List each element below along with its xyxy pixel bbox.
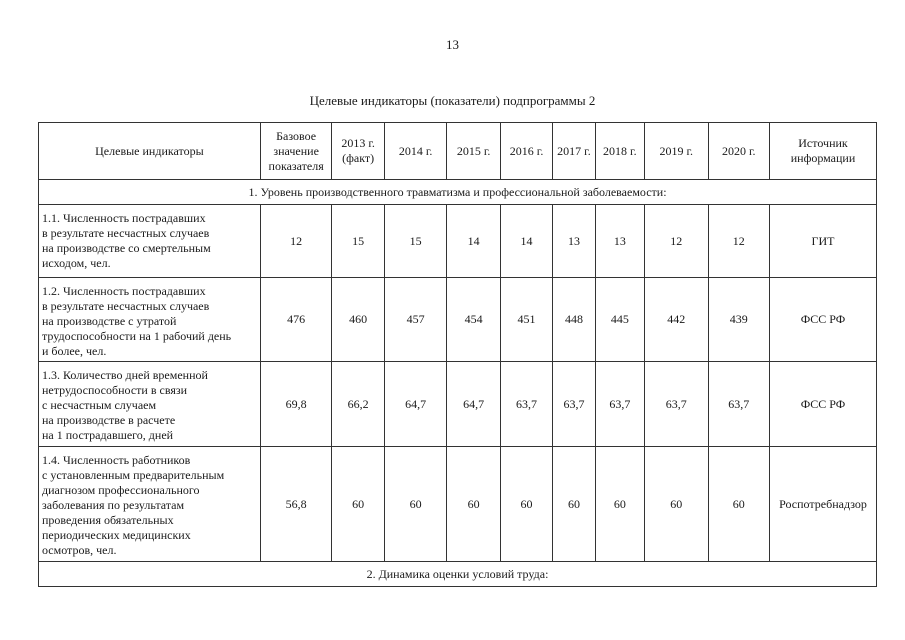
value-cell: 454 [447,278,500,362]
value-cell: 60 [500,447,552,562]
text-line: информации [790,151,856,165]
value-cell: 448 [553,278,595,362]
header-source [770,123,877,180]
value-cell: 442 [645,278,709,362]
value-cell: 445 [595,278,644,362]
value-cell: 12 [645,205,709,278]
value-cell: 56,8 [260,447,332,562]
header-2020: 2020 г. [708,123,770,180]
header-2015: 2015 г. [447,123,500,180]
text-line: проведения обязательных [42,513,174,527]
table-row [39,362,877,447]
text-line: показателя [268,158,324,173]
text-line: 1.2. Численность пострадавших [42,284,206,298]
text-line: на производстве в расчете [42,413,176,427]
text-line: с несчастным случаем [42,398,157,412]
text-line: осмотров, чел. [42,543,117,557]
value-cell: 13 [553,205,595,278]
value-cell: 60 [595,447,644,562]
text-line: в результате несчастных случаев [42,226,210,240]
text-line: заболевания по результатам [42,498,185,512]
text-line: (факт) [342,151,375,165]
value-cell: 69,8 [260,362,332,447]
table-row [39,278,877,362]
header-2014: 2014 г. [384,123,447,180]
text-line: и более, чел. [42,344,107,358]
header-2016: 2016 г. [500,123,552,180]
source-cell: ГИТ [770,205,877,278]
value-cell: 64,7 [384,362,447,447]
value-cell: 60 [384,447,447,562]
text-line: трудоспособности на 1 рабочий день [42,329,232,343]
value-cell: 60 [708,447,770,562]
text-line: на производстве со смертельным [42,241,211,255]
text-line: 1.3. Количество дней временной [42,368,208,382]
header-2013 [332,123,384,180]
text-line: 1.4. Численность работников [42,453,191,467]
text-line: диагнозом профессионального [42,483,200,497]
indicator-name [39,205,261,278]
table-body [39,180,877,587]
value-cell: 60 [553,447,595,562]
value-cell: 12 [260,205,332,278]
header-2018: 2018 г. [595,123,644,180]
text-line: нетрудоспособности в связи [42,383,188,397]
indicator-name [39,362,261,447]
text-line: на производстве с утратой [42,314,177,328]
value-cell: 15 [384,205,447,278]
page-number: 13 [446,37,459,52]
value-cell: 63,7 [595,362,644,447]
value-cell: 64,7 [447,362,500,447]
text-line: Источник [798,136,848,150]
value-cell: 63,7 [708,362,770,447]
value-cell: 451 [500,278,552,362]
value-cell: 60 [447,447,500,562]
text-line: 2013 г. [341,136,375,150]
text-line: периодических медицинских [42,528,191,542]
indicator-name [39,447,261,562]
value-cell: 60 [645,447,709,562]
header-2017: 2017 г. [553,123,595,180]
header-indicator: Целевые индикаторы [39,123,261,180]
source-cell: ФСС РФ [770,362,877,447]
table-caption: Целевые индикаторы (показатели) подпрограммы 2 [309,93,596,108]
indicator-name [39,278,261,362]
text-line: в результате несчастных случаев [42,299,210,313]
value-cell: 13 [595,205,644,278]
header-2019: 2019 г. [645,123,709,180]
value-cell: 60 [332,447,384,562]
header-base-value [260,123,332,180]
table-row [39,447,877,562]
table-row [39,205,877,278]
section-row [39,180,877,205]
value-cell: 476 [260,278,332,362]
value-cell: 12 [708,205,770,278]
text-line: на 1 пострадавшего, дней [42,428,174,442]
value-cell: 14 [447,205,500,278]
value-cell: 63,7 [553,362,595,447]
value-cell: 63,7 [500,362,552,447]
text-line: Базовое [276,128,317,143]
section-row [39,562,877,587]
value-cell: 66,2 [332,362,384,447]
value-cell: 15 [332,205,384,278]
value-cell: 14 [500,205,552,278]
indicators-table [38,122,877,587]
text-line: исходом, чел. [42,256,111,270]
value-cell: 457 [384,278,447,362]
source-cell: Роспотребнадзор [770,447,877,562]
value-cell: 63,7 [645,362,709,447]
source-cell: ФСС РФ [770,278,877,362]
text-line: 1.1. Численность пострадавших [42,211,206,225]
section-title: 1. Уровень производственного травматизма и профессиональной заболеваемости: [39,180,877,205]
value-cell: 439 [708,278,770,362]
header-row [39,123,877,180]
value-cell: 460 [332,278,384,362]
text-line: с установленным предварительным [42,468,225,482]
text-line: значение [273,143,319,158]
section-title: 2. Динамика оценки условий труда: [39,562,877,587]
